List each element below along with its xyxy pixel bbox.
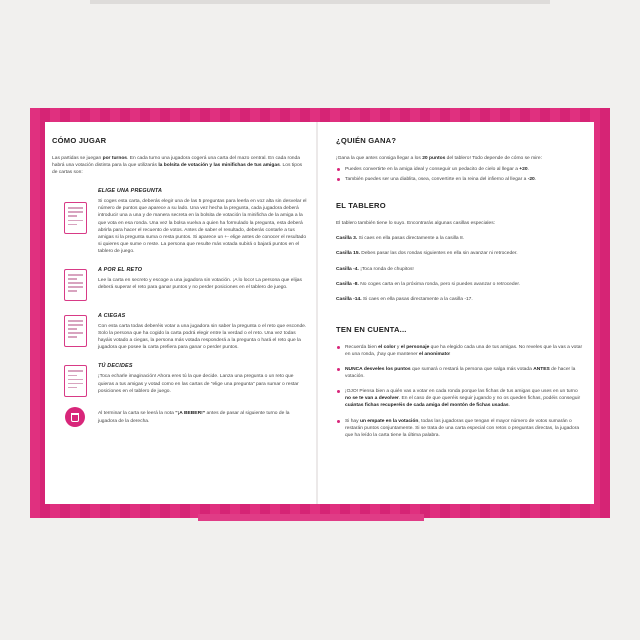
card-type-text: ¡Toca echarle imaginación! Ahora eres tú la que decide. Lanza una pregunta o un reto que quieras a tus amigas y votad como en las cartas de “elige una pregunta” para sumar o restar posiciones en el tablero de juego.	[98, 374, 299, 394]
card-type-text: Lee la carta en secreto y escoge a una jugadora sin votación. ¡A lo loco! La persona que elijas deberá superar el reto para ganar puntos y no perder posiciones en el tablero de juego.	[98, 278, 302, 291]
card-type-title: A POR EL RETO	[98, 267, 143, 274]
drink-cup-icon	[65, 407, 85, 427]
rulebook-spread	[30, 108, 610, 518]
card-type-a-ciegas	[52, 313, 308, 351]
ten-en-cuenta-list	[336, 344, 584, 439]
casilla-item: Casilla -4. ¡Toca ronda de chupitos!	[336, 266, 414, 272]
section-title-el-tablero: EL TABLERO	[336, 201, 386, 211]
bookmark-tab	[198, 514, 424, 521]
list-item: NUNCA desveles los puntos que sumará o restará la persona que salga más votada ANTES de hacer la votación.	[336, 366, 584, 380]
section-title-como-jugar: CÓMO JUGAR	[52, 136, 107, 145]
right-page	[318, 122, 594, 504]
card-type-title: A CIEGAS	[98, 313, 126, 320]
drink-note-text: Al terminar la carta se leerá la nota “¡A BEBER!” antes de pasar al siguiente turno de la jugadora de la derecha.	[98, 411, 290, 424]
list-item: Si hay un empate en la votación, todas las jugadoras que tengan el mayor número de votos sumarán o restarán puntos conjuntamente. Si se trata de una carta especial con retos o preguntas directas, la jugadora que ha leído la carta tiene la última palabra.	[336, 418, 584, 439]
casilla-item: Casilla -14. Si caes en ella pasas directamente a la casilla -17.	[336, 296, 473, 302]
casilla-item: Casilla 15. Debes pasar las dos rondas siguientes en ella sin avanzar ni retroceder.	[336, 251, 518, 257]
card-thumbnail-icon	[64, 269, 87, 301]
intro-paragraph: Las partidas se juegan por turnos. En cada turno una jugadora cogerá una carta del mazo central. En cada ronda habrá una votación distinta para la que utilizarás la bolsita de votación y las minifichas de tus amigas. Los tipos de cartas son:	[52, 156, 303, 176]
drink-note	[52, 407, 308, 427]
top-edge-bar	[90, 0, 550, 4]
list-item: ¡OJO! Piensa bien a quién vas a votar en cada ronda porque las fichas de tus amigas que uses en un turno no se te van a devolver. En el caso de que queréis seguir jugando y no os queden fichas, podéis conseguir cuántas fichas recuperéis de cada amiga del montón de fichas usadas.	[336, 388, 584, 409]
card-thumbnail-icon	[64, 202, 87, 234]
casilla-item: Casilla 3. Si caes en ella pasas directamente a la casilla 8.	[336, 236, 465, 242]
card-type-tu-decides	[52, 363, 308, 397]
section-title-ten-en-cuenta: TEN EN CUENTA...	[336, 324, 407, 334]
list-item: Puedes convertirte en la amiga ideal y conseguir un pedacito de cielo al llegar a +20.	[336, 166, 584, 173]
card-type-text: Con esta carta todas deberéis votar a una jugadora sin saber la pregunta o el reto que esconde. Solo la persona que ha cogido la carta podrá elegir entre la verdad o el reto. Una vez todas hayáis votado a ciegas, la persona más votada responderá a la pregunta o hará el reto que la jugadora que posee la carta prefiera para ganar o perder puntos.	[98, 324, 307, 351]
list-item: También puedes ser una diablita, osea, convertirte en la reina del infierno al llegar a -20.	[336, 176, 584, 183]
card-type-title: ELIGE UNA PREGUNTA	[98, 188, 163, 195]
card-thumbnail-icon	[64, 365, 87, 397]
section-title-quien-gana: ¿QUIÉN GANA?	[336, 136, 397, 145]
list-item: Recuerda bien el color y el personaje que ha elegido cada una de tus amigas. No reveles que la vas a votar en una ronda, ¡hay que mantener el anonimato!	[336, 344, 584, 358]
card-type-elige-una-pregunta	[52, 188, 308, 255]
card-type-title: TÚ DECIDES	[98, 363, 133, 370]
card-type-a-por-el-reto	[52, 267, 308, 301]
left-page	[45, 122, 316, 504]
casilla-item: Casilla -8. No coges carta en la próxima ronda, pero si puedes avanzar o retroceder.	[336, 281, 521, 287]
card-thumbnail-icon	[64, 315, 87, 347]
tablero-intro: El tablero también tiene lo suyo. Encontrarás algunas casillas especiales:	[336, 221, 496, 227]
quien-gana-list	[336, 166, 584, 183]
card-type-text: Si coges esta carta, deberás elegir una de las 5 preguntas para leerla en voz alta sin desvelar el número de puntos que aparece a su lado. Una vez hecha la pregunta, cada jugadora deberá introducir una a una y de manera secreta en la bolsita de votación la minificha de la amiga a la que vota en esa ronda. Una vez la bolsa vuelva a quien ha formulado la pregunta, esta deberá abrirla para hacer el recuento de votos. Antes de saber el resultado, deberás contarle a tus amigas si la pregunta suma o resta puntos. Si aparece un +- elige antes de conocer el resultado si quieres que sume o reste. La persona que resulte más votada subirá o bajará puntos en el tablero de juego.	[98, 199, 307, 254]
quien-gana-intro: ¡Gana la que antes consiga llegar a los 20 puntos del tablero! Todo depende de cómo se mire:	[336, 156, 542, 161]
